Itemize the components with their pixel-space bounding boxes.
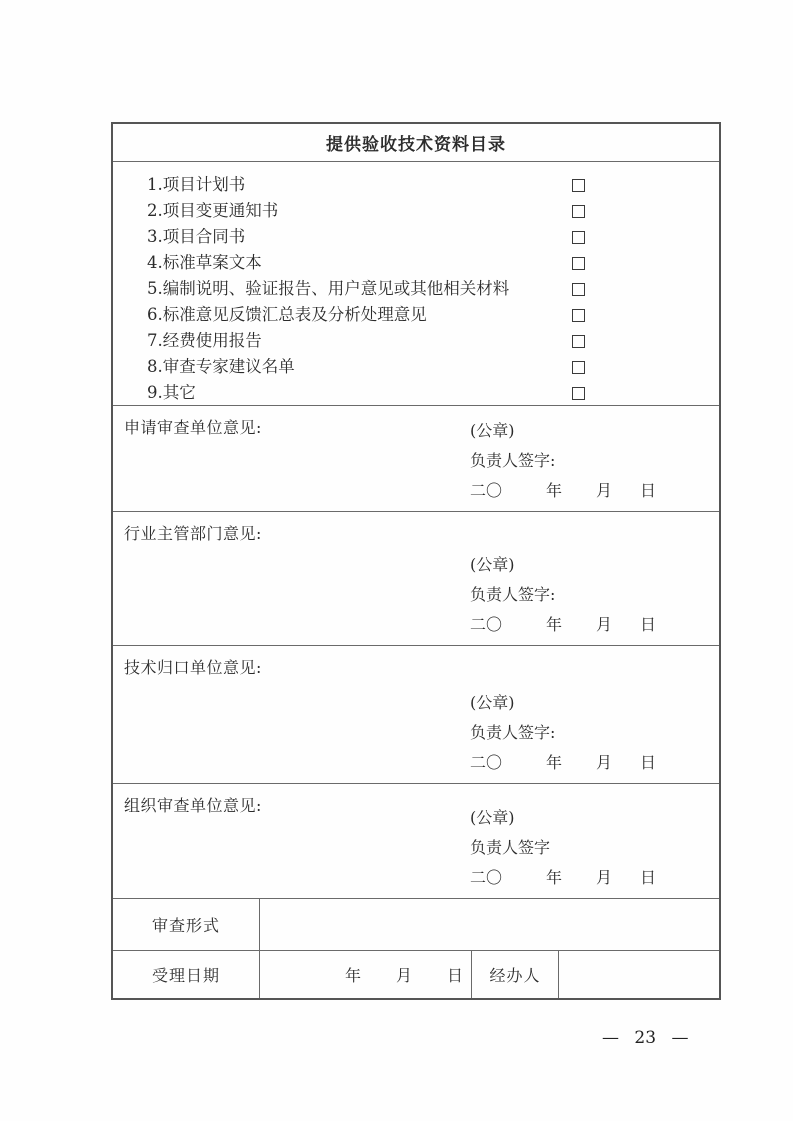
review-form-label: 审查形式 xyxy=(113,899,260,950)
handler-label: 经办人 xyxy=(472,951,559,998)
date-line xyxy=(470,748,656,778)
signer-label: 负责人签字 xyxy=(470,838,551,857)
checklist-item-label: 1.项目计划书 xyxy=(147,175,246,194)
month-label: 月 xyxy=(596,615,613,634)
day-label: 日 xyxy=(640,615,657,634)
day-label: 日 xyxy=(640,868,657,887)
opinion-section-applicant xyxy=(113,405,719,511)
day-label: 日 xyxy=(640,753,657,772)
signer-label: 负责人签字: xyxy=(470,585,556,604)
date-prefix: 二〇 xyxy=(470,481,503,500)
checkbox-icon xyxy=(572,387,585,400)
checklist-item xyxy=(113,198,719,224)
checklist-item xyxy=(113,302,719,328)
year-label: 年 xyxy=(546,615,563,634)
checkbox-icon xyxy=(572,335,585,348)
review-form-value-cell xyxy=(260,899,719,950)
signer-label: 负责人签字: xyxy=(470,451,556,470)
checklist-item-label: 8.审查专家建议名单 xyxy=(147,357,295,376)
checklist-item xyxy=(113,250,719,276)
signature-block xyxy=(470,550,656,640)
year-label: 年 xyxy=(546,753,563,772)
opinion-section-label: 组织审查单位意见: xyxy=(124,796,262,815)
materials-checklist xyxy=(113,161,719,405)
form-title-row xyxy=(113,124,719,161)
checkbox-icon xyxy=(572,361,585,374)
day-label: 日 xyxy=(640,481,657,500)
year-label: 年 xyxy=(546,481,563,500)
date-line xyxy=(470,610,656,640)
opinion-section-label: 行业主管部门意见: xyxy=(124,524,262,543)
checklist-item-label: 5.编制说明、验证报告、用户意见或其他相关材料 xyxy=(147,279,510,298)
opinion-section-label: 申请审查单位意见: xyxy=(124,418,262,437)
checklist-item xyxy=(113,354,719,380)
checkbox-icon xyxy=(572,179,585,192)
date-line xyxy=(470,863,656,893)
opinion-section-label: 技术归口单位意见: xyxy=(124,658,262,677)
opinion-section-technical-unit xyxy=(113,645,719,783)
checklist-item-label: 9.其它 xyxy=(147,383,196,402)
month-label: 月 xyxy=(596,481,613,500)
month-label: 月 xyxy=(596,868,613,887)
date-prefix: 二〇 xyxy=(470,868,503,887)
month-label: 月 xyxy=(596,753,613,772)
month-label: 月 xyxy=(395,966,412,985)
acceptance-date-row xyxy=(113,950,719,998)
seal-label: (公章) xyxy=(470,693,515,712)
day-label: 日 xyxy=(446,966,463,985)
checkbox-icon xyxy=(572,283,585,296)
checklist-item-label: 2.项目变更通知书 xyxy=(147,201,279,220)
seal-label: (公章) xyxy=(470,421,515,440)
acceptance-date-label: 受理日期 xyxy=(113,951,260,998)
checklist-item xyxy=(113,172,719,198)
acceptance-date-cell xyxy=(260,951,472,998)
form-title: 提供验收技术资料目录 xyxy=(326,135,506,155)
opinion-section-industry-authority xyxy=(113,511,719,645)
year-label: 年 xyxy=(546,868,563,887)
date-prefix: 二〇 xyxy=(470,753,503,772)
opinion-section-organizing-unit xyxy=(113,783,719,898)
checklist-item-label: 3.项目合同书 xyxy=(147,227,246,246)
review-form-row xyxy=(113,898,719,950)
date-line xyxy=(470,476,656,506)
checkbox-icon xyxy=(572,257,585,270)
checklist-item-label: 6.标准意见反馈汇总表及分析处理意见 xyxy=(147,305,427,324)
checklist-item-label: 4.标准草案文本 xyxy=(147,253,262,272)
checkbox-icon xyxy=(572,205,585,218)
acceptance-materials-form xyxy=(111,122,721,1000)
handler-value-cell xyxy=(559,951,719,998)
seal-label: (公章) xyxy=(470,555,515,574)
checklist-item-label: 7.经费使用报告 xyxy=(147,331,262,350)
checkbox-icon xyxy=(572,309,585,322)
signature-block xyxy=(470,803,656,893)
seal-label: (公章) xyxy=(470,808,515,827)
checkbox-icon xyxy=(572,231,585,244)
checklist-item xyxy=(113,328,719,354)
page-number: — 23 — xyxy=(602,1028,689,1048)
signer-label: 负责人签字: xyxy=(470,723,556,742)
checklist-item xyxy=(113,276,719,302)
checklist-item xyxy=(113,380,719,406)
signature-block xyxy=(470,688,656,778)
year-label: 年 xyxy=(344,966,361,985)
checklist-item xyxy=(113,224,719,250)
date-prefix: 二〇 xyxy=(470,615,503,634)
signature-block xyxy=(470,416,656,506)
